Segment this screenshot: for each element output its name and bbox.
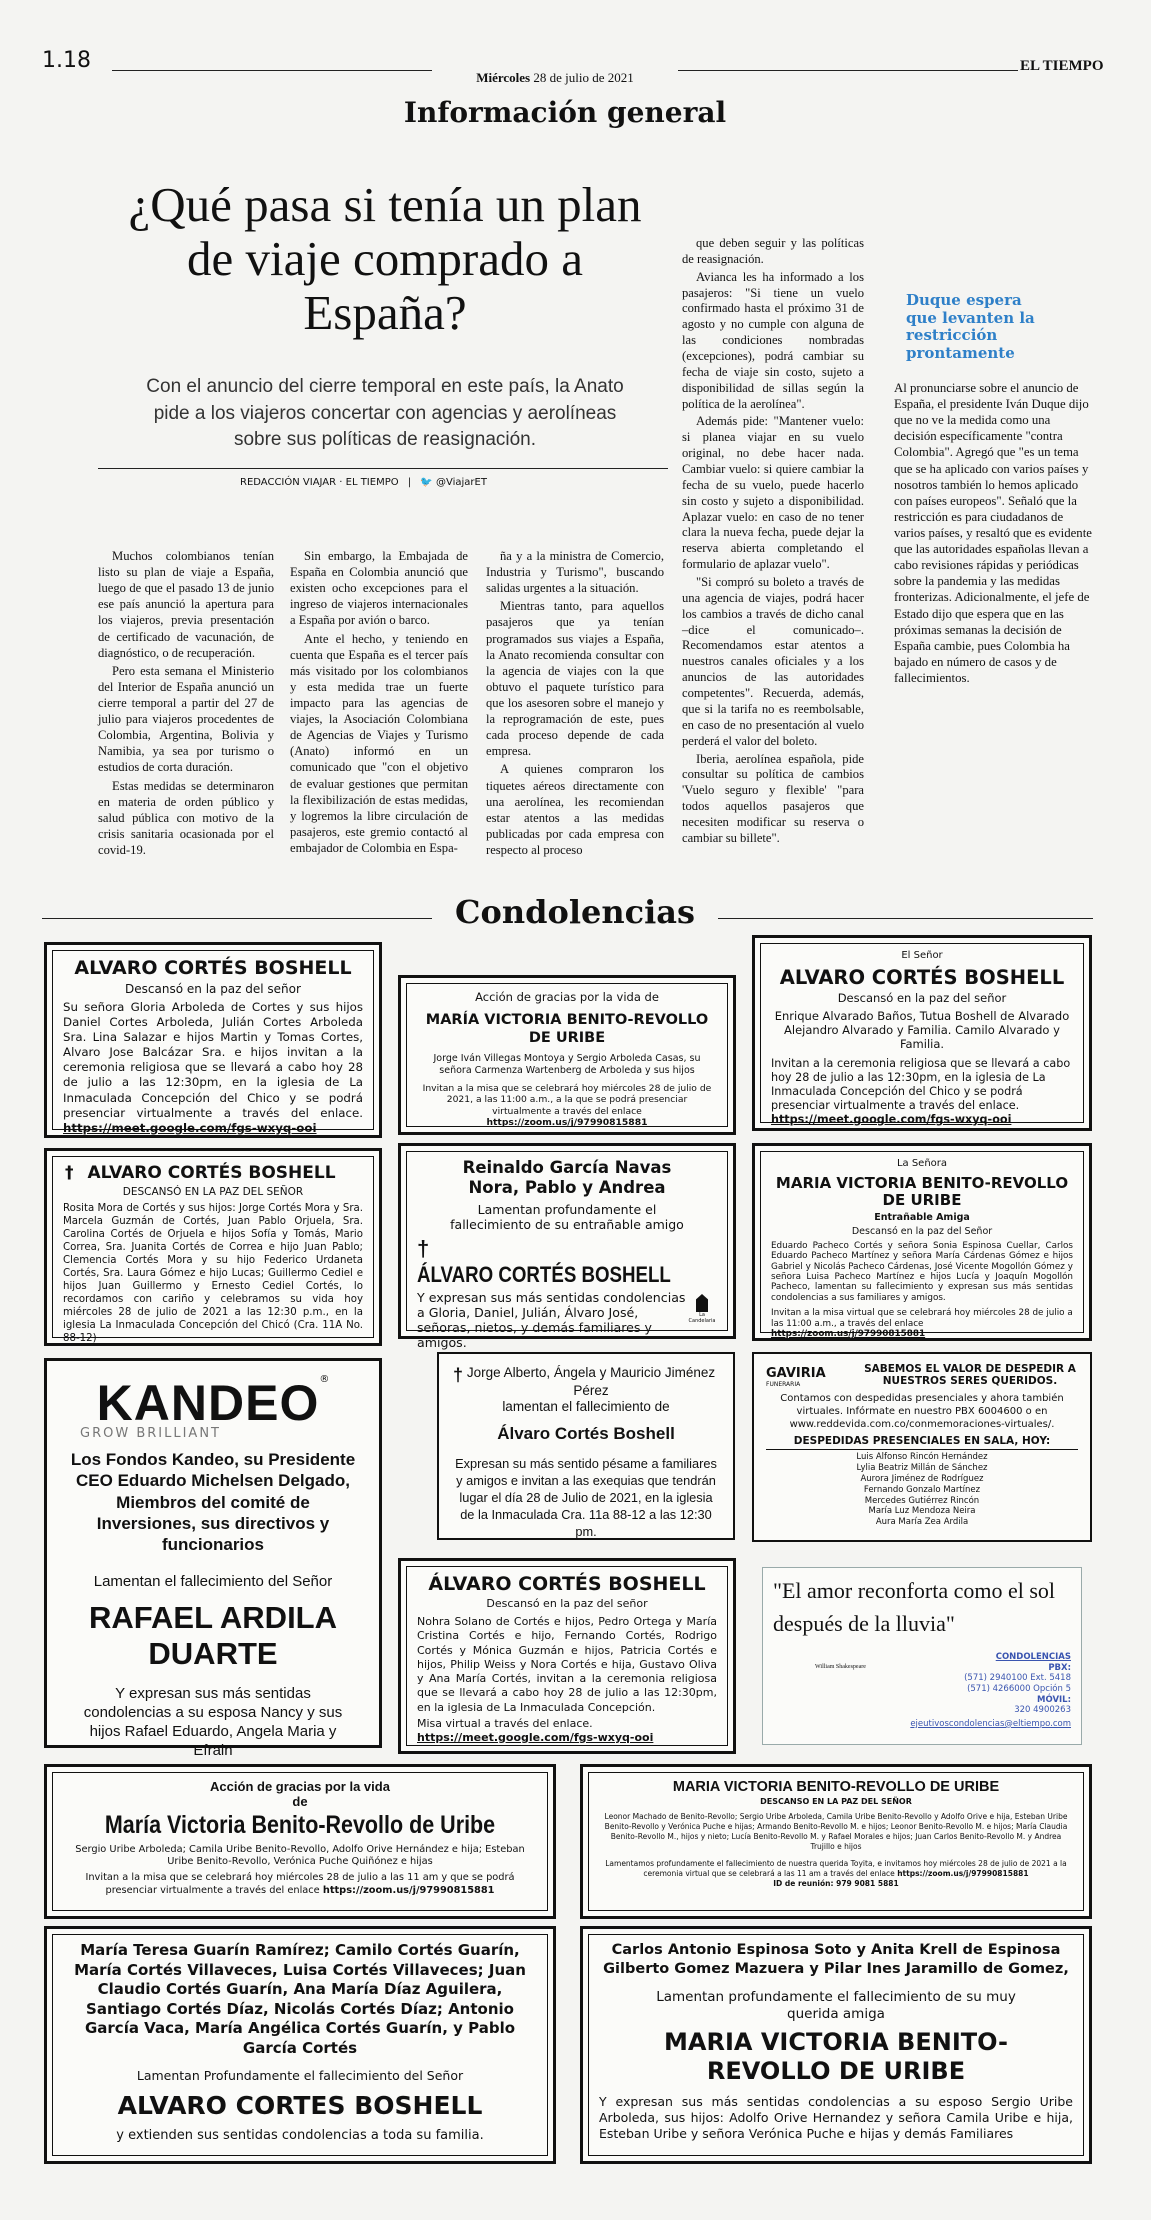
notice-family: Sergio Uribe Arboleda; Camila Uribe Benito-Revollo, Adolfo Orive Hernández e hija; Esteban Uribe Benito-Revollo, Verónica Puche Quiñónez e hijas [75, 1844, 525, 1868]
paragraph: Avianca les ha informado a los pasajeros: "Si tiene un vuelo confirmado hasta el próximo 31 de agosto y no cumple con alguna de las condiciones nombradas (excepciones), podrá cambiar su fecha de viaje sin costo, sujeto a disponibilidad de sillas según la política de la aerolínea". [682, 269, 864, 411]
paragraph: Iberia, aerolínea española, pide consultar su política de cambios 'Vuelo seguro y flexible' "para todos aquellos pasajeros que necesiten modificar su reserva o cambiar su billete". [682, 751, 864, 845]
notice-body: Expresan su más sentido pésame a familiares y amigos e invitan a las exequias que tendrán lugar el día 28 de Julio de 2021, en la iglesia de la Inmaculada Cra. 11a 88-12 a las 12:30 pm. [455, 1456, 717, 1539]
deceased-name: MARIA VICTORIA BENITO-REVOLLO DE URIBE [672, 1779, 1000, 1795]
twitter-icon: 🐦 [420, 477, 433, 488]
candelaria-logo [685, 1294, 719, 1324]
notice-lament: Lamentan el fallecimiento del Señor [93, 1573, 333, 1591]
registered-mark: ® [319, 1374, 330, 1385]
deceased-name: ALVARO CORTÉS BOSHELL [779, 965, 1065, 989]
notice-text: Invitan a la misa que se celebrará hoy miércoles 28 de julio de 2021, a las 11:00 a.m., a la que se podrá presenciar virtualmente a través del enlace [422, 1082, 712, 1117]
meet-link[interactable]: https://meet.google.com/fgs-wxyq-ooi [771, 1112, 1012, 1126]
notice-body: Eduardo Pacheco Cortés y señora Sonia Espinosa Cuellar, Carlos Eduardo Pacheco Martínez y señora María Cárdenas Gómez e hijos Gabriel y Nicolás Pacheco Cárdenas, José Vicente Mogollón Gómez y señora Luisa Pacheco Martínez e hijos Lucía y Joaquín Mogollón Pacheco, lamentan su fallecimiento y expresan sus más sentidas condolencias a sus familiares y amigos. [771, 1240, 1073, 1303]
paragraph: Estas medidas se determinaron en materia de orden público y salud pública con motivo de la crisis sanitaria ocasionada por el covid-19. [98, 778, 274, 857]
notice-names: María Teresa Guarín Ramírez; Camilo Cortés Guarín, María Cortés Villaveces, Luisa Cortés Villaveces; Juan Claudio Cortés Guarín, Ana María Díaz Aguilera, Santiago Cortés Díaz, Nicolás Cortés Díaz; Antonio García Vaca, María Angélica Cortés Guarín, y Pablo García Cortés [74, 1941, 526, 2057]
paragraph: A quienes compraron los tiquetes aéreos directamente con una aerolínea, les recomiendan estar atentos a las medidas publicadas por cada empresa con respecto al proceso [486, 762, 664, 857]
paragraph: que deben seguir y las políticas de reasignación. [682, 236, 864, 266]
byline: REDACCIÓN VIAJAR · EL TIEMPO | 🐦 @ViajarET [240, 477, 487, 488]
meet-link[interactable]: https://meet.google.com/fgs-wxyq-ooi [417, 1730, 654, 1744]
notice-subtitle: Entrañable Amiga [874, 1212, 970, 1223]
gaviria-ad [752, 1352, 1092, 1542]
notice-text: Invitan a la misa virtual que se celebrará hoy miércoles 28 de julio a las 11:00 a.m., a través del enlace [771, 1308, 1073, 1329]
gaviria-wordmark: GAVIRIA [766, 1366, 826, 1381]
notice-body: y extienden sus sentidas condolencias a toda su familia. [116, 2128, 484, 2143]
date-weekday: Miércoles [476, 70, 531, 85]
notice-intro: Acción de gracias por la vida de [475, 990, 659, 1004]
sidebar-body: Al pronunciarse sobre el anuncio de España, el presidente Iván Duque dijo que no ve la medida como una decisión específicamente "contra Colombia". Agregó que "es un tema que se ha aplicado con varios países y nosotros también lo hemos aplicado con países europeos". Señaló que la restricción es para ciudadanos de varios países, y resaltó que es evidente que las autoridades españolas llevan a cabo revisiones rápidas y periódicas sobre la pandemia y las medidas fronterizas. Adicionalmente, el jefe de Estado dijo que espera que en las próximas semanas la decisión de España cambie, pues Colombia ha bajado en número de casos y de fallecimientos. [894, 381, 1092, 685]
notice-kandeo [44, 1358, 382, 1760]
notice-jimenez [437, 1352, 735, 1540]
pbx-label: PBX: [1048, 1662, 1071, 1673]
notice-body [599, 1859, 1073, 1879]
kandeo-wordmark: KANDEO [96, 1375, 320, 1431]
paragraph: ña y a la ministra de Comercio, Industria y Turismo", buscando salidas urgentes a la situación. [486, 549, 664, 596]
pbx-number: (571) 2940100 Ext. 5418 [964, 1673, 1071, 1684]
condolencias-title: Condolencias [455, 893, 695, 931]
byline-text: REDACCIÓN VIAJAR · EL TIEMPO [240, 477, 399, 488]
list-item: Aura María Zea Ardila [875, 1517, 969, 1528]
paragraph: Pero esta semana el Ministerio del Interior de España anunció un cierre temporal a partir del 27 de julio para viajeros procedentes de Colombia, Argentina, Bolivia y Namibia, ya sea por turismo o estudios de corta duración. [98, 663, 274, 775]
section-title: Información general [403, 96, 727, 129]
meeting-id: ID de reunión: 979 9081 5881 [773, 1878, 899, 1888]
ad-headline: SABEMOS EL VALOR DE DESPEDIR A NUESTROS SERES QUERIDOS. [864, 1363, 1076, 1387]
sidebar-title: Duque espera que levanten la restricción prontamente [906, 291, 1035, 363]
notice-espinosa-krell [580, 1926, 1092, 2164]
paragraph: "Si compró su boleto a través de una agencia de viajes, podrá hacer los cambios a través de dicho canal –dice el comunicado–. Recomendamos estar atentos a nuestros canales oficiales y a los anuncios de las autoridades competentes". Recuerda, además, que si la tarifa no es reembolsable, en caso de no presentación al vuelo perderá el valor del boleto. [682, 575, 864, 748]
ad-list [766, 1452, 1078, 1528]
deceased-name: Álvaro Cortés Boshell [497, 1424, 675, 1444]
promo-quote: "El amor reconforta como el sol después de la lluvia" [773, 1578, 1056, 1636]
notice-alvarado [752, 935, 1092, 1131]
notice-body: Y expresan sus más sentidas condolencias a su esposa Nancy y sus hijos Rafael Eduardo, Angela Maria y Efrain [83, 1684, 343, 1760]
notice-lament: lamentan el fallecimiento de [502, 1399, 670, 1415]
notice-family: Jorge Iván Villegas Montoya y Sergio Arboleda Casas, su señora Carmenza Wartenberg de Arboleda y sus hijos [433, 1053, 701, 1077]
notice-names: Jorge Alberto, Ángela y Mauricio Jiménez Pérez [466, 1365, 716, 1398]
notice-text: Invitan a la ceremonia religiosa que se llevará a cabo hoy 28 de julio a las 12:30pm, en la iglesia de La Inmaculada Concepción del Chico y se podrá presenciar virtualmente a través del enlace. [771, 1056, 1071, 1112]
notice-intro: La Señora [896, 1158, 948, 1169]
notice-intro: Acción de gracias por la vida [210, 1779, 390, 1794]
notice-villegas-arboleda [398, 975, 736, 1135]
kandeo-tagline: GROW BRILLIANT [80, 1426, 221, 1441]
deceased-name: MARÍA VICTORIA BENITO-REVOLLO DE URIBE [425, 1012, 709, 1046]
list-item: Aurora Jiménez de Rodríguez [860, 1473, 984, 1484]
gaviria-logo [766, 1362, 862, 1388]
promo-contacts [910, 1652, 1071, 1729]
movil-label: MÓVIL: [1036, 1694, 1071, 1705]
promo-author: William Shakespeare [815, 1664, 866, 1670]
notice-lament: Lamentan Profundamente el fallecimiento del Señor [136, 2068, 464, 2083]
notice-mora-cortes [44, 1148, 382, 1346]
notice-intro: El Señor [901, 950, 943, 961]
article-col-2 [290, 548, 468, 858]
zoom-link[interactable]: https://zoom.us/j/97990815881 [486, 1117, 648, 1129]
zoom-link[interactable]: https://zoom.us/j/97990815881 [771, 1329, 926, 1340]
date-rest: 28 de julio de 2021 [533, 70, 634, 85]
notice-text: Invitan a la misa que se celebrará hoy miércoles 28 de julio a las 11 am y que se podrá presenciar virtualmente a través del enlace [85, 1872, 515, 1896]
notice-intro: Los Fondos Kandeo, su Presidente CEO Eduardo Michelsen Delgado, Miembros del comité de Inversiones, sus directivos y funcionarios [70, 1450, 356, 1554]
cross-icon: † [65, 1163, 74, 1183]
notice-body: Nohra Solano de Cortés e hijos, Pedro Ortega y María Cristina Cortés e hijo, Fernando Cortés, Rodrigo Cortés y Mónica Guzmán e hijos, Patricia Cortés e hijos, Philip Weiss y Nora Cortés e hija, Gustavo Oliva y Ana María Cortés, invitan a la ceremonia religiosa que se llevará a cabo hoy 28 de julio a las 12:30pm, en la iglesia de La Inmaculada Concepción. [417, 1615, 717, 1714]
notice-lament: Lamentan profundamente el fallecimiento de su entrañable amigo [450, 1201, 684, 1232]
deceased-name: ALVARO CORTES BOSHELL [117, 2091, 483, 2120]
notice-text: Su señora Gloria Arboleda de Cortes y sus hijos Daniel Cortes Arboleda, Julián Cortes Arboleda Sra. Lina Salazar e hijos Martin y Tomas Cortes, Alvaro Jose Balcázar Sra. e hijos invitan a la ceremonia religiosa que se llevará a cabo hoy 28 de julio a las 12:30pm, en la iglesia de La Inmaculada Concepción del Chico y se podrá presenciar virtualmente a través del enlace. [63, 1000, 363, 1120]
notice-subtitle: Descansó en la paz del señor [486, 1597, 648, 1610]
list-item: María Luz Mendoza Neira [868, 1506, 976, 1517]
notice-solano-cortes [398, 1558, 736, 1754]
deceased-name: ALVARO CORTÉS BOSHELL [74, 957, 352, 979]
deceased-name: María Victoria Benito-Revollo de Uribe [104, 1811, 496, 1839]
notice-uribe-arboleda [44, 1764, 556, 1919]
list-item: Mercedes Gutiérrez Rincón [864, 1495, 980, 1506]
pbx-number: (571) 4266000 Opción 5 [967, 1683, 1071, 1694]
notice-names-line [453, 1364, 719, 1399]
notice-subtitle: DESCANSÓ EN LA PAZ DEL SEÑOR [122, 1186, 304, 1198]
ad-body: Contamos con despedidas presenciales y ahora también virtuales. Infórmate en nuestro PBX 6004600 o en www.reddevida.com.co/conmemoraciones-virtuales/. [780, 1393, 1064, 1430]
notice-pacheco [752, 1143, 1092, 1341]
list-item: Luis Alfonso Rincón Hernández [856, 1452, 988, 1462]
article-headline: ¿Qué pasa si tenía un plan de viaje comprado a España? [128, 177, 642, 340]
zoom-link[interactable]: https://zoom.us/j/97990815881 [322, 1884, 495, 1896]
promo-email[interactable]: ejeutivoscondolencias@eltiempo.com [910, 1718, 1071, 1729]
notice-subtitle: Descansó en la paz del señor [837, 990, 1007, 1005]
meet-link[interactable]: https://meet.google.com/fgs-wxyq-ooi [63, 1120, 317, 1135]
notice-body [771, 1057, 1073, 1127]
article-col-3 [486, 548, 664, 860]
list-item: Fernando Gonzalo Martínez [863, 1484, 981, 1495]
notice-body [417, 1083, 717, 1129]
notice-mass [771, 1308, 1073, 1340]
notice-family: Enrique Alvarado Baños, Tutua Boshell de Alvarado Alejandro Alvarado y Familia. Camilo Alvarado y Familia. [774, 1008, 1070, 1052]
notice-virtual [417, 1717, 717, 1745]
notice-body: Y expresan sus más sentidas condolencias a Gloria, Daniel, Julián, Álvaro José, señoras, nietos, y demás familiares y amigos. [417, 1289, 686, 1350]
notice-family: Leonor Machado de Benito-Revollo; Sergio Uribe Arboleda, Camila Uribe Benito-Revollo y Adolfo Orive e hija, Esteban Uribe Benito-Revollo y Verónica Puche e hijas; Armando Benito-Revollo M. e hijos; Leonor Benito-Revollo M. e hijos; María Claudia Benito-Revollo M., hijos y nieto; Lucía Benito-Revollo M. y Rafael Morales e hijos; Juan Carlos Benito-Revollo M. y Andrea Trujillo e hijos [604, 1812, 1068, 1852]
notice-lament: Lamentan profundamente el fallecimiento de su muy querida amiga [656, 1988, 1016, 2022]
notice-heading [417, 1236, 717, 1288]
article-col-1 [98, 548, 274, 860]
notice-guarin [44, 1926, 556, 2164]
gaviria-sub: FUNERARIA [766, 1381, 801, 1388]
notice-subtitle: DESCANSO EN LA PAZ DEL SEÑOR [760, 1797, 912, 1806]
notice-text: Misa virtual a través del enlace. [417, 1717, 593, 1731]
article-subhead: Con el anuncio del cierre temporal en este país, la Anato pide a los viajeros concertar con agencias y aerolíneas sobre sus políticas de reasignación. [146, 376, 624, 451]
notice-body [63, 1872, 537, 1896]
notice-machado-benito [580, 1764, 1092, 1919]
movil-number: 320 4900263 [1014, 1705, 1071, 1716]
paragraph: Muchos colombianos tenían listo su plan de viaje a España, luego de que el pasado 13 de junio ese país anunció la apertura para los viajeros, previa presentación de certificado de vacunación, de diagnóstico, o de recuperación. [98, 549, 274, 660]
notice-names: Reinaldo García Navas Nora, Pablo y Andrea [462, 1158, 672, 1197]
notice-names: Carlos Antonio Espinosa Soto y Anita Krell de Espinosa Gilberto Gomez Mazuera y Pilar Ines Jaramillo de Gomez, [603, 1942, 1069, 1977]
page-number: 1.18 [42, 48, 91, 73]
paragraph: Mientras tanto, para aquellos pasajeros que ya tenían programados sus viajes a España, la Anato recomienda consultar con la agencia de viajes con la que obtuvo el paquete turístico para que los asesoren sobre el manejo y la reprogramación de este, pues cada proceso depende de cada empresa. [486, 599, 664, 759]
deceased-name: ÁLVARO CORTÉS BOSHELL [428, 1573, 706, 1595]
kandeo-logo [62, 1374, 364, 1441]
brand-logo: EL TIEMPO [1020, 58, 1104, 74]
notice-body: Y expresan sus más sentidas condolencias a su esposo Sergio Uribe Arboleda, sus hijos: Adolfo Orive Hernandez y señora Camila Uribe e hija, Esteban Uribe y señora Verónica Puche e hijas y demás Familiares [599, 2094, 1073, 2142]
twitter-handle: @ViajarET [436, 477, 487, 488]
deceased-name: ALVARO CORTÉS BOSHELL [87, 1163, 336, 1183]
zoom-link[interactable]: https://zoom.us/j/97990815881 [897, 1868, 1029, 1878]
notice-subtitle-2: Descansó en la paz del Señor [851, 1225, 993, 1237]
notice-body: Rosita Mora de Cortés y sus hijos: Jorge Cortés Mora y Sra. Marcela Guzmán de Cortés, Juan Pablo Orjuela, Sra. Carolina Cortés de Orjuela e hijos Sofía y Tomás, Mario Correa, Sra. Juanita Cortés de Correa e hijo Juan Pablo; Clemencia Cortés Mora y su hijo Federico Urdaneta Cortés, Sra. Laura Gómez e hijo Lucas; Guillermo Cediel e hijos Juan Guillermo y Ernesto Cediel Cortés, lo recordamos con cariño y celebramos su vida hoy miércoles 28 de julio de 2021 a las 12:30 p.m., en la iglesia La Inmaculada Concepción del Chicó (Cra. 11A No. 88-12) [63, 1203, 363, 1345]
list-item: Lylia Beatriz Millán de Sánchez [856, 1462, 988, 1473]
notice-de: de [292, 1794, 308, 1809]
article-col-4 [682, 236, 864, 849]
deceased-name: ÁLVARO CORTÉS BOSHELL [417, 1261, 671, 1287]
paragraph: Ante el hecho, y teniendo en cuenta que España es el tercer país más visitado por los colombianos y esta medida trae un fuerte impacto para las agencias de viajes, la Asociación Colombiana de Agencias de Viajes y Turismo (Anato) informó en un comunicado que "con el objetivo de evaluar gestiones que permitan la flexibilización de estas medidas, y logremos la libre circulación de pasajeros, este gremio contactó al embajador de Colombia en Espa- [290, 631, 468, 855]
condolencias-promo [762, 1567, 1082, 1745]
promo-label: CONDOLENCIAS [995, 1652, 1071, 1662]
notice-text: Lamentamos profundamente el fallecimiento de nuestra querida Toyita, e invitamos hoy miércoles 28 de julio de 2021 a la ceremonia virtual que se celebrará a las 11 am a través del enlace [605, 1858, 1067, 1878]
cross-icon: † [453, 1365, 464, 1385]
logo-text: La Candelaria [688, 1312, 716, 1324]
ad-list-title: DESPEDIDAS PRESENCIALES EN SALA, HOY: [766, 1435, 1078, 1450]
deceased-name: MARIA VICTORIA BENITO-REVOLLO DE URIBE [664, 2028, 1008, 2086]
notice-cortes-arboleda [44, 942, 382, 1138]
issue-date [430, 70, 680, 86]
paragraph: Además pide: "Mantener vuelo: si planea viajar en su vuelo original, no debe hacer nada. Cambiar vuelo: si quiere cambiar la fecha de su vuelo, puede hacerlo sin costo y sujeto a disponibilidad. Aplazar vuelo: en caso de no tener clara la nueva fecha, puede dejar la reserva abierta completando el formulario de aplazar vuelo". [682, 414, 864, 572]
deceased-name: MARIA VICTORIA BENITO-REVOLLO DE URIBE [775, 1173, 1069, 1209]
notice-body [63, 1000, 363, 1136]
notice-garcia-navas [398, 1143, 736, 1350]
notice-heading [63, 1163, 363, 1183]
notice-subtitle: Descansó en la paz del señor [125, 982, 301, 996]
paragraph: Sin embargo, la Embajada de España en Colombia anunció que existen ocho excepciones para el ingreso de viajeros internacionales a España por avión o barco. [290, 549, 468, 628]
cross-icon: † [417, 1235, 430, 1261]
deceased-name: RAFAEL ARDILA DUARTE [89, 1600, 337, 1671]
